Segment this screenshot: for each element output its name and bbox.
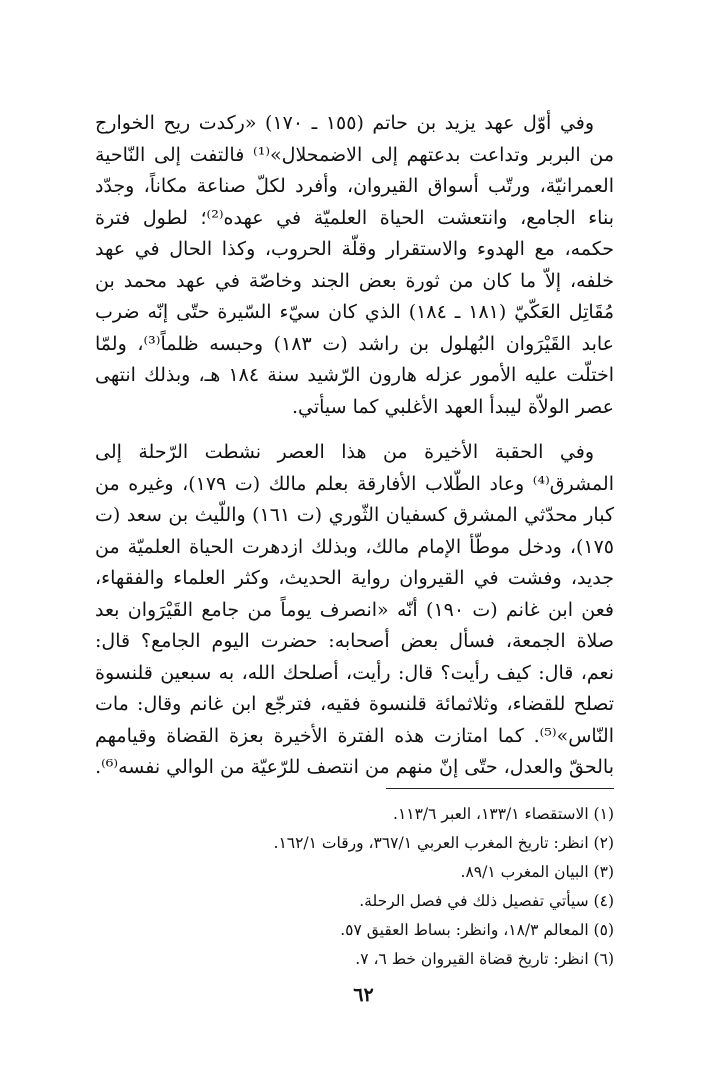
footnote-4: (٤) سيأتي تفصيل ذلك في فصل الرحلة. xyxy=(359,892,614,910)
footnote-3: (٣) البيان المغرب ٨٩/١. xyxy=(460,863,614,881)
main-text xyxy=(95,108,614,784)
footnote-6: (٦) انظر: تاريخ قضاة القيروان خط ٦، ٧. xyxy=(355,950,614,968)
footnote-5: (٥) المعالم ١٨/٣، وانظر: بساط العقيق ٥٧. xyxy=(340,921,614,939)
paragraph-1: وفي أوّل عهد يزيد بن حاتم (١٥٥ ـ ١٧٠) «ركدت ريح الخوارج من البربر وتداعت بدعتهم إلى الاضمحلال»⁽¹⁾ فالتفت إلى النّاحية العمرانيّة، ورتّب أسواق القيروان، وأفرد لكلّ صناعة مكاناً، وجدّد بناء الجامع، وانتعشت الحياة العلميّة في عهده⁽²⁾؛ لطول فترة حكمه، مع الهدوء والاستقرار وقلّة الحروب، وكذا الحال في عهد خلفه، إلاّ ما كان من ثورة بعض الجند وخاصّة في عهد محمد بن مُقَاتِل العَكّيّ (١٨١ ـ ١٨٤) الذي كان سيّء السّيرة حتّى إنّه ضرب عابد القَيْرَوان البُهلول بن راشد (ت ١٨٣) وحبسه ظلماً⁽³⁾، ولمّا اختلّت عليه الأمور عزله هارون الرّشيد سنة ١٨٤ هـ، وبذلك انتهى عصر الولاّة ليبدأ العهد الأغلبي كما سيأتي. xyxy=(95,112,615,418)
paragraph-2: وفي الحقبة الأخيرة من هذا العصر نشطت الرّحلة إلى المشرق⁽⁴⁾ وعاد الطّلاب الأفارقة بعلم مالك (ت ١٧٩)، وغيره من كبار محدّثي المشرق كسفيان الثّوري (ت ١٦١) واللّيث بن سعد (ت ١٧٥)، ودخل موطّأ الإمام مالك، وبذلك ازدهرت الحياة العلميّة من جديد، وفشت في القيروان رواية الحديث، وكثر العلماء والفقهاء، فعن ابن غانم (ت ١٩٠) أنّه «انصرف يوماً من جامع القَيْرَوان بعد صلاة الجمعة، فسأل بعض أصحابه: حضرت اليوم الجامع؟ قال: نعم، قال: كيف رأيت؟ قال: رأيت، أصلحك الله، به سبعين قلنسوة تصلح للقضاء، وثلاثمائة قلنسوة فقيه، فترجّع ابن غانم وقال: مات النّاس»⁽⁵⁾. كما امتازت هذه الفترة الأخيرة بعزة القضاة وقيامهم بالحقّ والعدل، حتّى إنّ منهم من انتصف للرّعيّة من الوالي نفسه⁽⁶⁾. xyxy=(95,441,614,778)
footnote-1: (١) الاستقصاء ١٣٣/١، العبر ١١٣/٦. xyxy=(393,805,614,823)
footnote-2: (٢) انظر: تاريخ المغرب العربي ٣٦٧/١، ورقات ١٦٢/١. xyxy=(273,834,614,852)
footnotes-list xyxy=(100,800,614,974)
footnote-separator xyxy=(386,788,614,789)
page-number: ٦٢ xyxy=(353,984,374,1006)
